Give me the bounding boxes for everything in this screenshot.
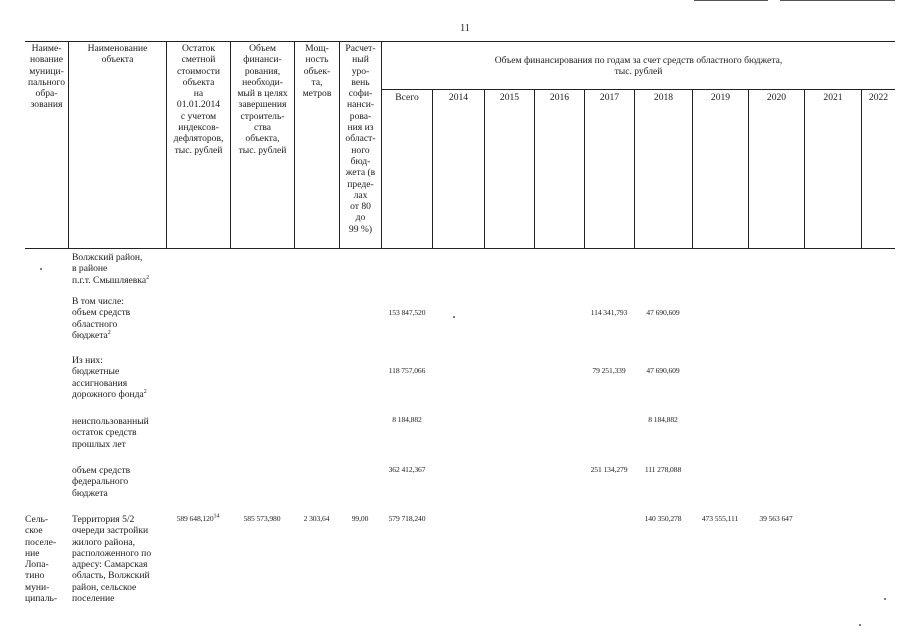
- header-year-2015: 2015: [499, 92, 520, 103]
- header-object-name: Наименование объекта: [87, 43, 148, 66]
- cell-value: 589 648,120: [176, 514, 214, 523]
- scan-speck: [453, 316, 455, 318]
- scan-edge-line: [694, 0, 768, 1]
- footnote-marker: 2: [143, 388, 147, 395]
- page-number: 11: [460, 23, 470, 34]
- scan-edge-line: [780, 0, 895, 1]
- cell-total: 362 412,367: [388, 465, 426, 474]
- cell-capacity: 2 303,64: [303, 514, 330, 523]
- cell-object-territory: Территория 5/2 очереди застройки жилого района, расположенного по адресу: Самарская область, Волжский район, сельское поселение: [72, 514, 152, 605]
- column-divider: [68, 41, 69, 249]
- cell-total: 579 718,240: [388, 514, 426, 523]
- year-divider: [692, 89, 693, 249]
- table-row-unused-balance: [72, 416, 172, 450]
- cell-2020: 39 563 647: [759, 514, 793, 523]
- scan-speck: [859, 624, 861, 626]
- scan-speck: [884, 598, 886, 600]
- header-year-2014: 2014: [448, 92, 469, 103]
- header-required-funding: Объем финанси- рования, необходи- мый в целях завершения строитель- ства объекта, тыс. рублей: [237, 43, 288, 156]
- cell-2018: 8 184,882: [648, 415, 678, 424]
- table-top-border: [25, 41, 895, 42]
- footnote-marker: 2: [107, 329, 111, 336]
- cell-municipality: Сель- ское поселе- ние Лопа- тино муни- ципаль-: [25, 514, 58, 605]
- header-cofinancing-level: Расчет- ный уро- вень софи- нанси- рова- ния из област- ного бюд- жета (в преде- лах от 80 до 99 %): [345, 43, 376, 235]
- cell-2018: 47 690,609: [646, 366, 680, 375]
- header-capacity: Мощ- ность объек- та, метров: [302, 43, 332, 100]
- year-divider: [861, 89, 862, 249]
- footnote-marker: 14: [213, 513, 220, 520]
- cell-cost-balance: [166, 514, 230, 524]
- header-bottom-border: [25, 248, 895, 249]
- cell-cofinancing-level: 99,00: [351, 514, 369, 523]
- header-year-2019: 2019: [710, 92, 731, 103]
- header-year-2022: 2022: [868, 92, 889, 103]
- table-row-federal-budget: [72, 465, 172, 499]
- header-total: Всего: [395, 92, 419, 103]
- object-name: Волжский район, в районе п.г.т. Смышляевка: [72, 252, 147, 286]
- object-name: неиспользованный остаток средств прошлых лет: [72, 416, 149, 450]
- cell-total: 153 847,520: [388, 308, 426, 317]
- scan-speck: [40, 268, 42, 270]
- header-municipality: Наиме- нование муници- пального обра- зования: [27, 43, 66, 111]
- header-year-2016: 2016: [549, 92, 570, 103]
- object-name: Из них: бюджетные ассигнования дорожного фонда: [72, 355, 144, 400]
- year-divider: [748, 89, 749, 249]
- cell-2019: 473 555,111: [701, 514, 739, 523]
- table-row-district: [72, 252, 172, 286]
- cell-2018: 47 690,609: [646, 308, 680, 317]
- header-year-2018: 2018: [653, 92, 674, 103]
- cell-2018: 140 350,278: [644, 514, 682, 523]
- year-divider: [634, 89, 635, 249]
- cell-2018: 111 278,088: [644, 465, 682, 474]
- year-header-divider: [381, 89, 895, 90]
- header-funding-by-year: Объем финансирования по годам за счет средств областного бюджета, тыс. рублей: [494, 55, 783, 78]
- cell-total: 8 184,882: [392, 415, 422, 424]
- header-year-2021: 2021: [823, 92, 843, 103]
- year-divider: [484, 89, 485, 249]
- object-name: В том числе: объем средств областного бюджета: [72, 296, 131, 341]
- header-year-2017: 2017: [599, 92, 620, 103]
- table-row-road-fund: [72, 355, 172, 400]
- cell-2017: 79 251,339: [592, 366, 626, 375]
- footnote-marker: 2: [146, 274, 150, 281]
- header-year-2020: 2020: [766, 92, 787, 103]
- year-divider: [584, 89, 585, 249]
- object-name: объем средств федерального бюджета: [72, 465, 131, 499]
- year-divider: [804, 89, 805, 249]
- year-divider: [432, 89, 433, 249]
- table-row-regional-budget: [72, 296, 172, 341]
- cell-2017: 114 341,793: [590, 308, 628, 317]
- header-cost-balance: Остаток сметной стоимости объекта на 01.01.2014 с учетом индексов- дефляторов, тыс. рублей: [173, 43, 224, 156]
- cell-required-funding: 585 573,980: [243, 514, 281, 523]
- cell-2017: 251 134,279: [590, 465, 628, 474]
- cell-total: 118 757,066: [388, 366, 426, 375]
- year-divider: [534, 89, 535, 249]
